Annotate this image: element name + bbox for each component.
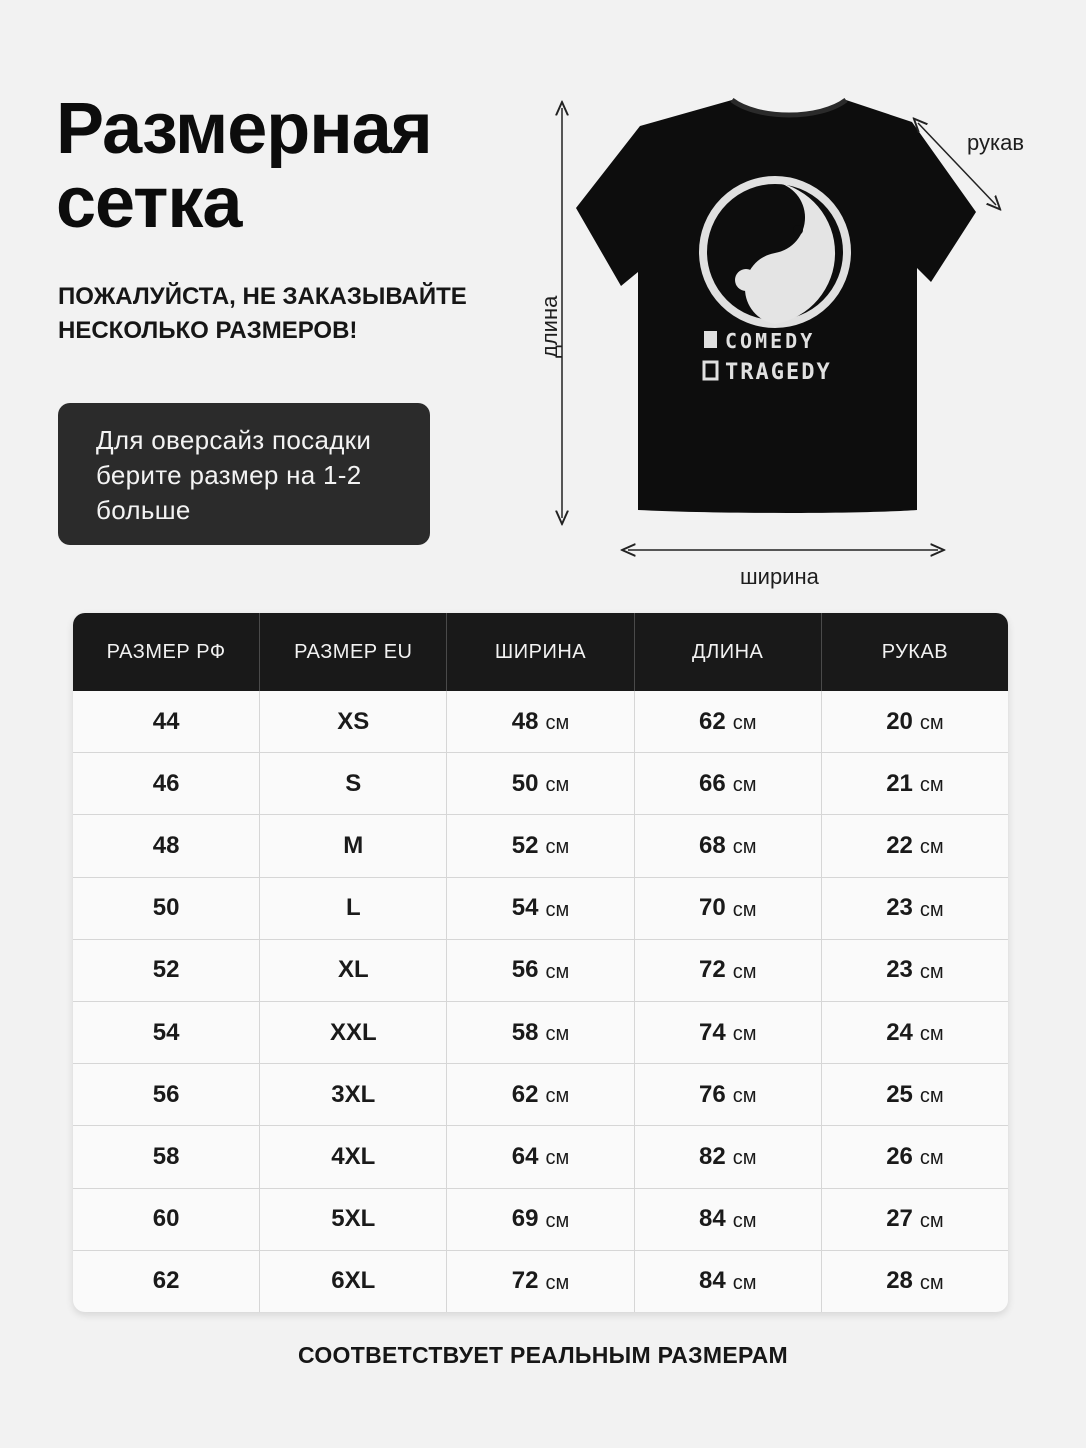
cell-size-eu	[260, 940, 447, 1001]
cell-value: 68	[698, 831, 726, 859]
cell-value: M	[343, 831, 364, 859]
print-tragedy: TRAGEDY	[725, 360, 832, 385]
cell-unit: см	[732, 1023, 757, 1046]
cell-value: 23	[886, 894, 913, 922]
cell-unit: см	[732, 1209, 757, 1232]
cell-sleeve	[822, 878, 1008, 939]
cell-value: 24	[886, 1018, 913, 1046]
cell-length	[635, 1064, 822, 1125]
cell-sleeve	[822, 1251, 1008, 1312]
cell-length	[635, 691, 822, 752]
table-row	[73, 691, 1008, 752]
cell-unit: см	[732, 960, 757, 983]
cell-unit: см	[545, 1147, 570, 1170]
cell-unit: см	[732, 898, 757, 921]
cell-sleeve	[822, 691, 1008, 752]
cell-value: 25	[886, 1080, 913, 1108]
cell-width	[447, 1126, 634, 1187]
cell-length	[635, 1002, 822, 1063]
cell-size-ru	[73, 1251, 260, 1312]
cell-value: 3XL	[331, 1080, 376, 1108]
cell-sleeve	[822, 815, 1008, 876]
cell-width	[447, 1064, 634, 1125]
cell-value: 52	[511, 831, 539, 859]
cell-size-ru	[73, 878, 260, 939]
cell-unit: см	[919, 1085, 944, 1108]
page-title	[56, 89, 432, 243]
cell-value: 48	[152, 831, 180, 859]
cell-value: 21	[886, 769, 913, 797]
cell-width	[447, 940, 634, 1001]
cell-unit: см	[919, 960, 944, 983]
cell-value: 4XL	[331, 1142, 376, 1170]
cell-size-ru	[73, 691, 260, 752]
cell-sleeve	[822, 940, 1008, 1001]
cell-size-ru	[73, 1064, 260, 1125]
cell-unit: см	[732, 836, 757, 859]
cell-size-eu	[260, 1126, 447, 1187]
table-row	[73, 939, 1008, 1001]
title-line-1: Размерная	[56, 89, 432, 169]
cell-length	[635, 1126, 822, 1187]
cell-unit: см	[545, 712, 570, 735]
table-row	[73, 1125, 1008, 1187]
cell-unit: см	[545, 836, 570, 859]
cell-unit: см	[919, 898, 944, 921]
cell-unit: см	[919, 1023, 944, 1046]
cell-unit: см	[545, 774, 570, 797]
cell-value: 62	[511, 1080, 539, 1108]
cell-value: 22	[886, 831, 913, 859]
tshirt-diagram	[520, 90, 1060, 600]
cell-unit: см	[732, 774, 757, 797]
cell-width	[447, 878, 634, 939]
cell-width	[447, 753, 634, 814]
order-warning	[58, 280, 518, 348]
cell-unit: см	[545, 898, 570, 921]
cell-value: 72	[698, 956, 726, 984]
cell-size-ru	[73, 815, 260, 876]
cell-unit: см	[545, 1209, 570, 1232]
header-size-ru: РАЗМЕР РФ	[73, 613, 260, 691]
cell-value: 56	[152, 1080, 180, 1108]
oversize-note-card	[58, 403, 430, 545]
cell-length	[635, 1251, 822, 1312]
cell-size-ru	[73, 1189, 260, 1250]
cell-size-eu	[260, 1189, 447, 1250]
warning-line-1: ПОЖАЛУЙСТА, НЕ ЗАКАЗЫВАЙТЕ	[58, 283, 467, 310]
cell-unit: см	[545, 1023, 570, 1046]
cell-value: 52	[152, 956, 180, 984]
header-size-eu: РАЗМЕР EU	[260, 613, 447, 691]
cell-value: 48	[511, 707, 539, 735]
table-row	[73, 877, 1008, 939]
cell-length	[635, 815, 822, 876]
footer-note: СООТВЕТСТВУЕТ РЕАЛЬНЫМ РАЗМЕРАМ	[298, 1342, 788, 1368]
cell-value: 5XL	[331, 1205, 376, 1233]
table-body	[73, 691, 1008, 1312]
cell-value: 54	[152, 1018, 180, 1046]
cell-size-eu	[260, 1002, 447, 1063]
cell-value: 74	[698, 1018, 726, 1046]
cell-value: 62	[698, 707, 726, 735]
table-header	[73, 613, 1008, 691]
cell-width	[447, 1251, 634, 1312]
cell-unit: см	[545, 1085, 570, 1108]
cell-value: 54	[511, 894, 539, 922]
oversize-line-1: Для оверсайз посадки	[96, 425, 372, 455]
cell-value: 20	[886, 707, 913, 735]
header-width: ШИРИНА	[447, 613, 634, 691]
cell-sleeve	[822, 1189, 1008, 1250]
cell-unit: см	[545, 1271, 570, 1294]
cell-value: 70	[698, 894, 726, 922]
cell-value: 23	[886, 956, 913, 984]
length-label: длина	[537, 295, 562, 358]
cell-value: L	[345, 894, 361, 922]
size-table	[73, 613, 1008, 1312]
cell-length	[635, 940, 822, 1001]
cell-size-ru	[73, 753, 260, 814]
cell-sleeve	[822, 753, 1008, 814]
cell-sleeve	[822, 1126, 1008, 1187]
cell-value: 82	[698, 1142, 726, 1170]
cell-size-eu	[260, 878, 447, 939]
cell-value: 66	[698, 769, 726, 797]
cell-unit: см	[732, 1085, 757, 1108]
print-comedy: COMEDY	[725, 329, 816, 353]
cell-value: 64	[511, 1142, 539, 1170]
cell-value: 62	[152, 1267, 180, 1295]
cell-unit: см	[732, 1271, 757, 1294]
cell-unit: см	[919, 1271, 944, 1294]
cell-width	[447, 815, 634, 876]
cell-width	[447, 1189, 634, 1250]
cell-size-ru	[73, 1126, 260, 1187]
cell-size-eu	[260, 815, 447, 876]
table-row	[73, 1063, 1008, 1125]
cell-value: 44	[152, 707, 180, 735]
cell-size-eu	[260, 1251, 447, 1312]
cell-unit: см	[919, 1209, 944, 1232]
cell-value: 56	[511, 956, 539, 984]
cell-unit: см	[919, 712, 944, 735]
cell-width	[447, 691, 634, 752]
table-row	[73, 752, 1008, 814]
title-line-2: сетка	[56, 163, 242, 243]
table-row	[73, 1188, 1008, 1250]
cell-value: S	[345, 769, 362, 797]
cell-size-eu	[260, 1064, 447, 1125]
width-label: ширина	[740, 564, 819, 589]
warning-line-2: НЕСКОЛЬКО РАЗМЕРОВ!	[58, 317, 358, 344]
sleeve-label: рукав	[967, 130, 1025, 155]
cell-length	[635, 878, 822, 939]
cell-size-eu	[260, 753, 447, 814]
cell-value: 58	[511, 1018, 539, 1046]
tshirt-illustration	[520, 90, 1060, 600]
oversize-line-3: больше	[96, 495, 191, 525]
cell-unit: см	[919, 774, 944, 797]
cell-size-ru	[73, 1002, 260, 1063]
cell-value: 27	[886, 1205, 913, 1233]
cell-value: 6XL	[331, 1267, 376, 1295]
cell-unit: см	[732, 1147, 757, 1170]
cell-size-eu	[260, 691, 447, 752]
header-length: ДЛИНА	[635, 613, 822, 691]
cell-value: XS	[337, 707, 370, 735]
cell-value: 72	[511, 1267, 539, 1295]
table-row	[73, 1001, 1008, 1063]
cell-value: 50	[152, 894, 180, 922]
cell-value: 46	[152, 769, 180, 797]
cell-value: XXL	[329, 1018, 377, 1046]
cell-length	[635, 753, 822, 814]
cell-sleeve	[822, 1064, 1008, 1125]
cell-value: 84	[698, 1267, 726, 1295]
cell-value: 69	[511, 1205, 539, 1233]
cell-sleeve	[822, 1002, 1008, 1063]
cell-unit: см	[919, 1147, 944, 1170]
cell-value: 84	[698, 1205, 726, 1233]
oversize-line-2: берите размер на 1-2	[96, 460, 362, 490]
cell-unit: см	[732, 712, 757, 735]
cell-value: 50	[511, 769, 539, 797]
cell-width	[447, 1002, 634, 1063]
cell-unit: см	[545, 960, 570, 983]
cell-value: XL	[337, 956, 369, 984]
cell-length	[635, 1189, 822, 1250]
cell-value: 28	[886, 1267, 913, 1295]
cell-value: 58	[152, 1142, 180, 1170]
cell-value: 76	[698, 1080, 726, 1108]
table-row	[73, 1250, 1008, 1312]
cell-size-ru	[73, 940, 260, 1001]
table-row	[73, 814, 1008, 876]
cell-value: 26	[886, 1142, 913, 1170]
header-sleeve: РУКАВ	[881, 640, 949, 663]
cell-value: 60	[152, 1205, 180, 1233]
cell-unit: см	[919, 836, 944, 859]
